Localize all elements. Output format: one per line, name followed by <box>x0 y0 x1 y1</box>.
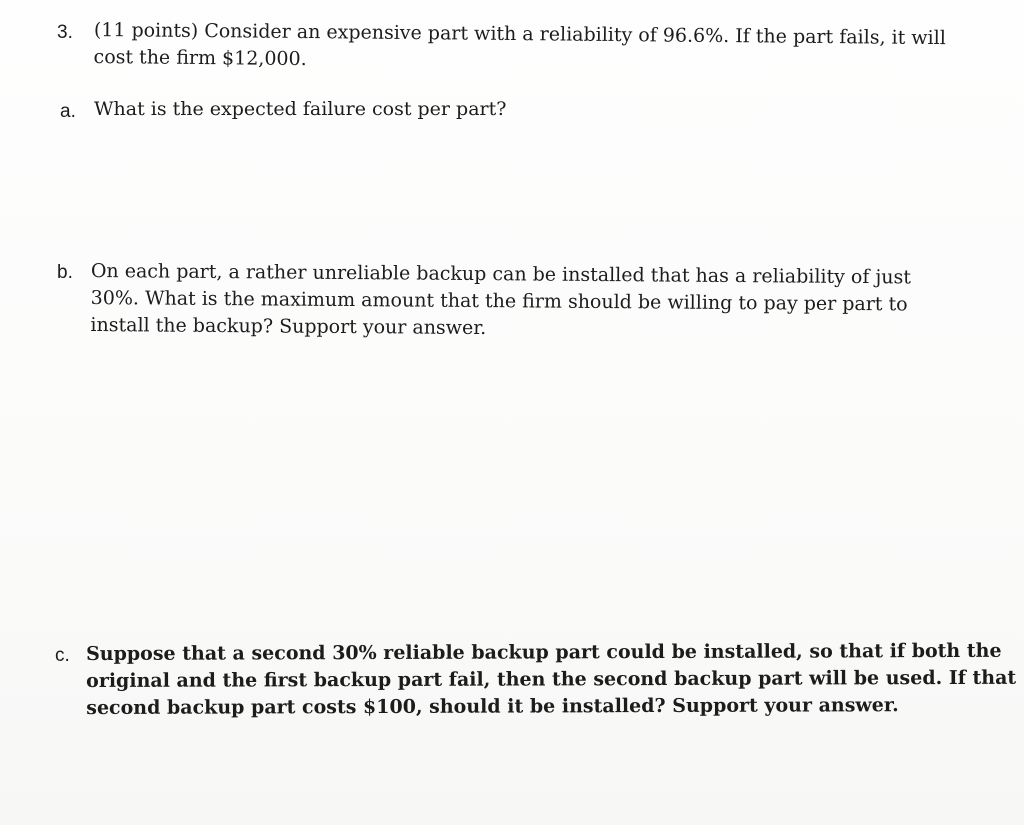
part-b-label: b. <box>57 262 73 283</box>
part-a-prompt <box>94 96 506 123</box>
part-b-line: install the backup? Support your answer. <box>90 313 487 340</box>
part-a-label: a. <box>60 101 76 122</box>
question-number: 3. <box>57 22 73 43</box>
part-c-label: c. <box>55 645 70 666</box>
part-c-line: original and the first backup part fail, then the second backup part will be used. If that <box>86 666 1017 692</box>
part-b-prompt <box>90 258 911 345</box>
part-c-line: second backup part costs $100, should it be installed? Support your answer. <box>86 694 899 719</box>
question-prompt <box>93 17 945 79</box>
part-a-line: What is the expected failure cost per part? <box>94 98 507 120</box>
part-c-line: Suppose that a second 30% reliable backup part could be installed, so that if both the <box>86 639 1002 665</box>
question-prompt-line: (11 points) Consider an expensive part with a reliability of 96.6%. If the part fails, it will <box>93 18 946 50</box>
question-prompt-line: cost the firm $12,000. <box>93 45 307 71</box>
part-b-line: On each part, a rather unreliable backup can be installed that has a reliability of just <box>90 259 912 289</box>
part-b-line: 30%. What is the maximum amount that the firm should be willing to pay per part to <box>90 286 908 316</box>
part-c-prompt <box>86 638 1016 722</box>
